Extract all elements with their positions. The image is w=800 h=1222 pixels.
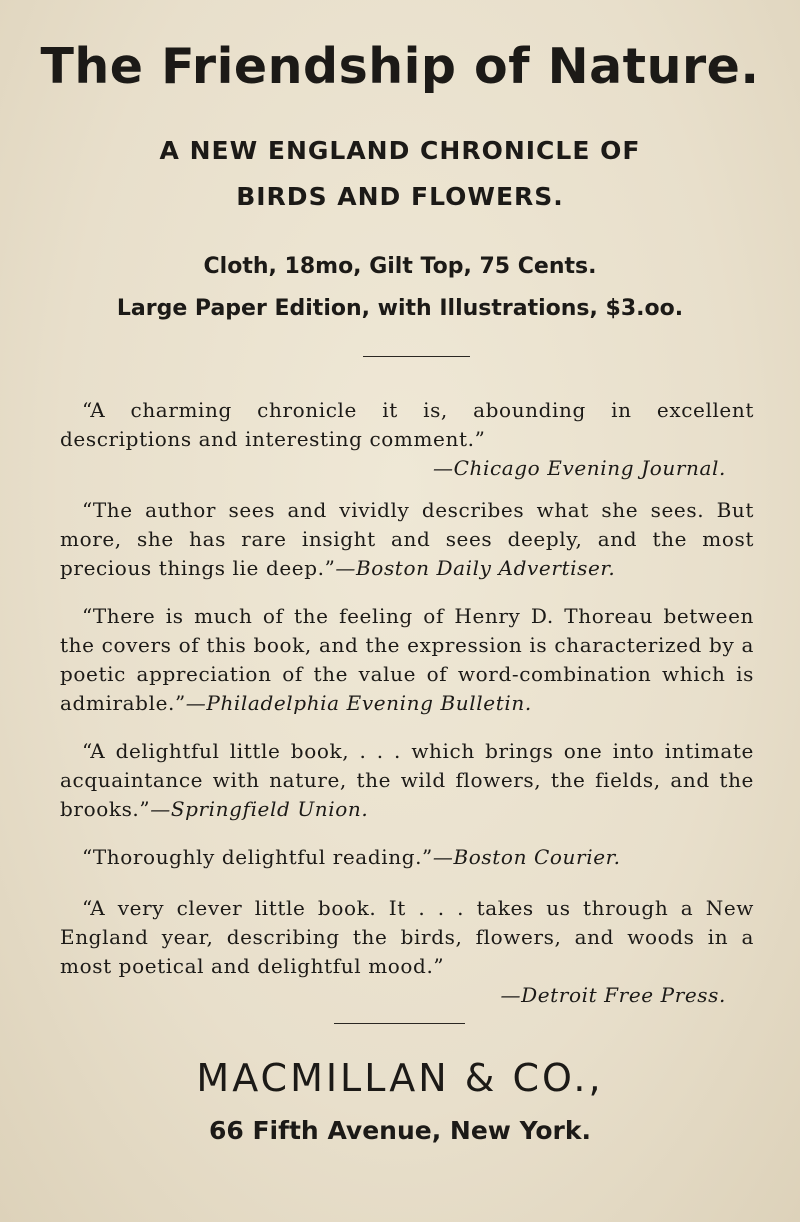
book-title: The Friendship of Nature. — [40, 38, 760, 95]
review-text: “Thoroughly delightful reading.” — [82, 845, 433, 869]
review-source: —Boston Courier. — [432, 845, 621, 869]
review-source: —Philadelphia Evening Bulletin. — [185, 691, 532, 715]
review-text: “A very clever little book. It . . . takes us through a New England year, describing the birds, flowers, and woods in a most poetical and delightful mood.” — [60, 896, 754, 978]
publisher-name: MACMILLAN & CO., — [196, 1056, 604, 1100]
subtitle-line-1: A NEW ENGLAND CHRONICLE OF — [159, 136, 641, 165]
subtitle-line-2: BIRDS AND FLOWERS. — [236, 182, 564, 211]
price-line-cloth: Cloth, 18mo, Gilt Top, 75 Cents. — [203, 254, 597, 279]
divider-bottom — [334, 1023, 465, 1024]
review-source: —Chicago Evening Journal. — [432, 456, 726, 480]
review-philadelphia — [60, 602, 754, 718]
review-source: —Boston Daily Advertiser. — [335, 556, 616, 580]
review-boston-advertiser — [60, 496, 754, 583]
review-boston-courier — [60, 843, 754, 872]
review-source: —Springfield Union. — [150, 797, 369, 821]
review-text: “A delightful little book, . . . which brings one into intimate acquaintance with nature, the wild flowers, the fields, and the brooks.” — [60, 739, 754, 821]
divider-top — [363, 356, 470, 357]
review-detroit — [60, 894, 754, 1010]
review-text: “A charming chronicle it is, abounding in excellent descriptions and interesting comment.” — [60, 398, 754, 451]
review-springfield — [60, 737, 754, 824]
review-text: “The author sees and vividly describes what she sees. But more, she has rare insight and sees deeply, and the most precious things lie deep.” — [60, 498, 754, 580]
review-source: —Detroit Free Press. — [500, 983, 726, 1007]
publisher-address: 66 Fifth Avenue, New York. — [208, 1116, 592, 1145]
price-line-large-paper: Large Paper Edition, with Illustrations, $3.oo. — [116, 296, 684, 321]
review-chicago — [60, 396, 754, 483]
review-text: “There is much of the feeling of Henry D. Thoreau between the covers of this book, and the expression is characterized by a poetic appreciation of the value of word-combination which is admirable.” — [60, 604, 754, 715]
